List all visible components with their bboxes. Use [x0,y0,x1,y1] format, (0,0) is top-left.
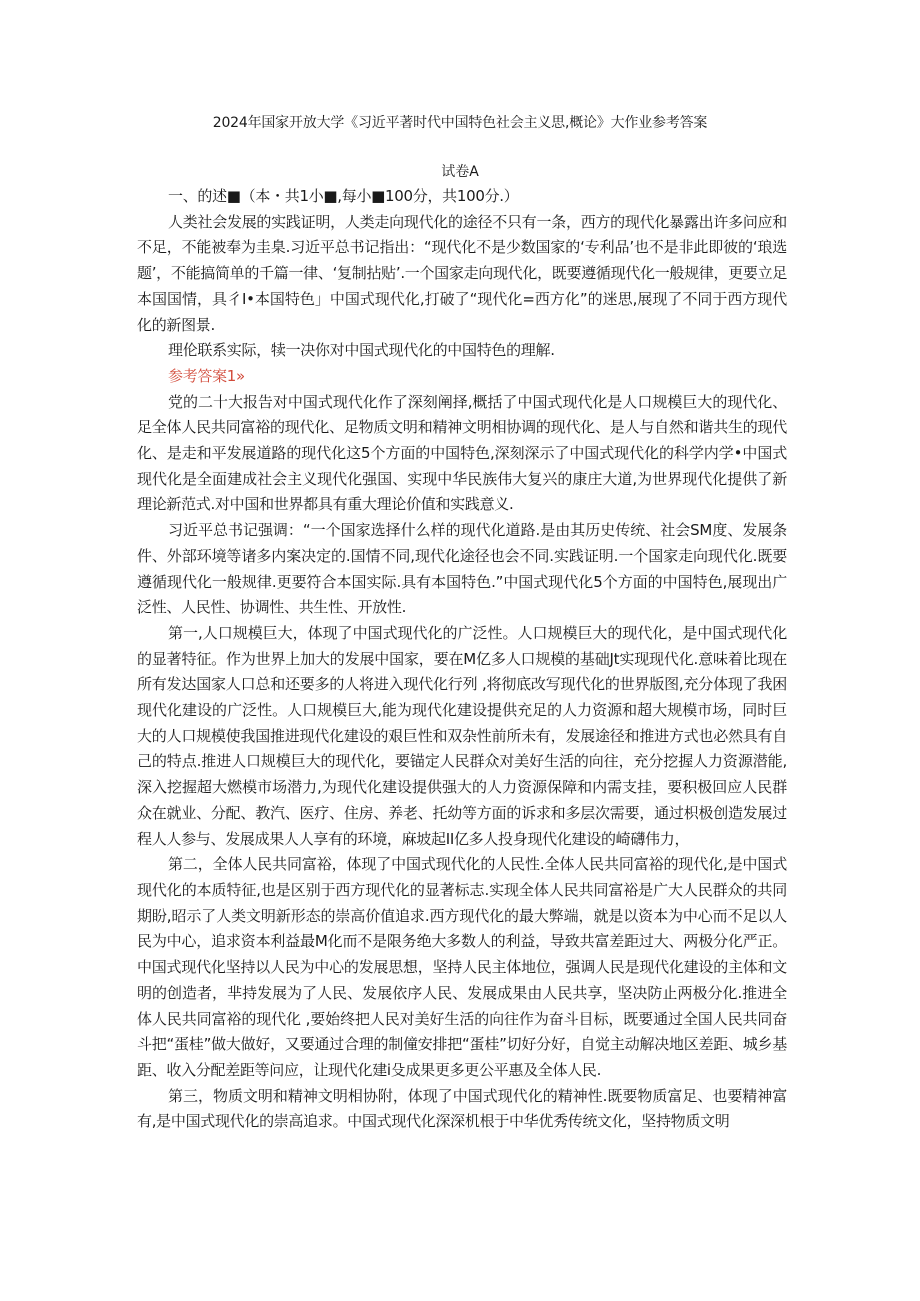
answer-label: 参考答案1» [168,366,245,385]
question-prompt: 理伦联系实际，犊一决你对中国式现代化的中国特色的理解. [168,341,555,360]
answer-paragraph: 习近平总书记强调：“一个国家选择什么样的现代化道路.是由其历史传统、社会SM度、发展条件、外部环境等诸多内案决定的.国情不同,现代化途径也会不同.实践证明.一个国家走向现代化.既要遵循现代化一般规律.更要符合本国实际.具有本国特色.”中国式现代化5个方面的中国特色,展现出广泛性、人民性、协调性、共生性、开放性. [137,521,787,617]
document-title: 2024年国家开放大学《习近平著时代中国特色社会主义思,概论》大作业参考答案 [212,115,708,131]
section-heading: 一、的述■（本・共1小■,每小■100分，共100分.） [168,187,519,205]
question-paragraph: 人类社会发展的实践证明，人类走向现代化的途径不只有一条，西方的现代化暴露出许多问应和不足，不能被奉为圭臬.习近平总书记指出：“现代化不是少数国家的‘专利品’也不是非此即彼的‘琅选题’，不能搞简单的千篇一律、‘复制拈贴’.一个国家走向现代化，既要遵循现代化一般规律，更要立足本国国情，具彳I•本国特色」中国式现代化,打破了“现代化=西方化”的迷思,展现了不同于西方现代化的新图景. [137,212,787,334]
answer-paragraph: 党的二十大报告对中国式现代化作了深刻阐择,概括了中国式现代化是人口规模巨大的现代化、足全体人民共同富裕的现代化、足物质文明和精神文明相协调的现代化、是人与自然和谐共生的现代化、是走和平发展道路的现代化这5个方面的中国特色,深刻深示了中国式现代化的科学内学•中国式现代化是全面建成社会主义现代化强国、实现中华民族伟大复兴的康庄大道,为世界现代化提供了新理论新范式.对中国和世界都具有重大理论价值和实践意义. [137,392,787,514]
answer-paragraph: 第三，物质文明和精神文明相协附，体现了中国式现代化的精神性.既要物质富足、也要精神富有,是中国式现代化的崇高追求。中国式现代化深深机根于中华优秀传统文化，坚持物质文明 [137,1086,787,1131]
paper-label: 试卷A [441,164,479,180]
answer-paragraph: 第二，全体人民共同富裕，体现了中国式现代化的人民性.全体人民共同富裕的现代化,是中国式现代化的本质特征,也是区别于西方现代化的显著标志.实现全体人民共同富裕是广大人民群众的共同期盼,昭示了人类文明新形态的崇高价值追求.西方现代化的最大弊端，就是以资本为中心而不足以人民为中心，追求资本利益最M化而不是限务绝大多数人的利益，导致共富差距过大、两极分化严正。中国式现代化坚持以人民为中心的发展思想，坚持人民主体地位，强调人民是现代化建设的主体和文明的创造者，芈持发展为了人民、发展依序人民、发展成果由人民共享，坚决防止两极分化.推进全体人民共同富裕的现代化 ,要始终把人民对美好生活的向往作为奋斗目标，既要通过全国人民共同奋斗把“蛋桂”做大做好，又要通过合理的制僮安排把“蛋桂”切好分好，自觉主动解决地区差距、城乡基距、收入分配差距等问应，让现代化建i殳成果更多更公平惠及全体人民. [137,855,787,1079]
answer-paragraph: 第一,人口规模巨大，体现了中国式现代化的广泛性。人口规模巨大的现代化，是中国式现代化的显著特征。作为世界上加大的发展中国家，要在M亿多人口规模的基础Jt实现现代化.意味着比现在所有发达国家人口总和还要多的人将进入现代化行列 ,将彻底改写现代化的世界版图,充分体现了我困现代化建设的广泛性。人口规模巨大,能为现代化建设提供充足的人力资源和超大规模市场，同时巨大的人口规模使我国推进现代化建设的艰巨性和双杂性前所未有，发展途径和推进方式也必然具有自己的特点.推进人口规模巨大的现代化，要锚定人民群众对美好生活的向往，充分挖握人力资源潜能,深入挖握超大燃模市场潜力,为现代化建设提供强大的人力资源保障和内需支挂，要积极回应人民群众在就业、分配、教汽、医疗、住房、养老、托幼等方面的诉求和多层次需要，通过枳极创造发展过程人人参与、发展成果人人享有的环境，麻坡起II亿多人投身现代化建设的崎礴伟力， [137,623,787,848]
document-body [137,184,787,1135]
